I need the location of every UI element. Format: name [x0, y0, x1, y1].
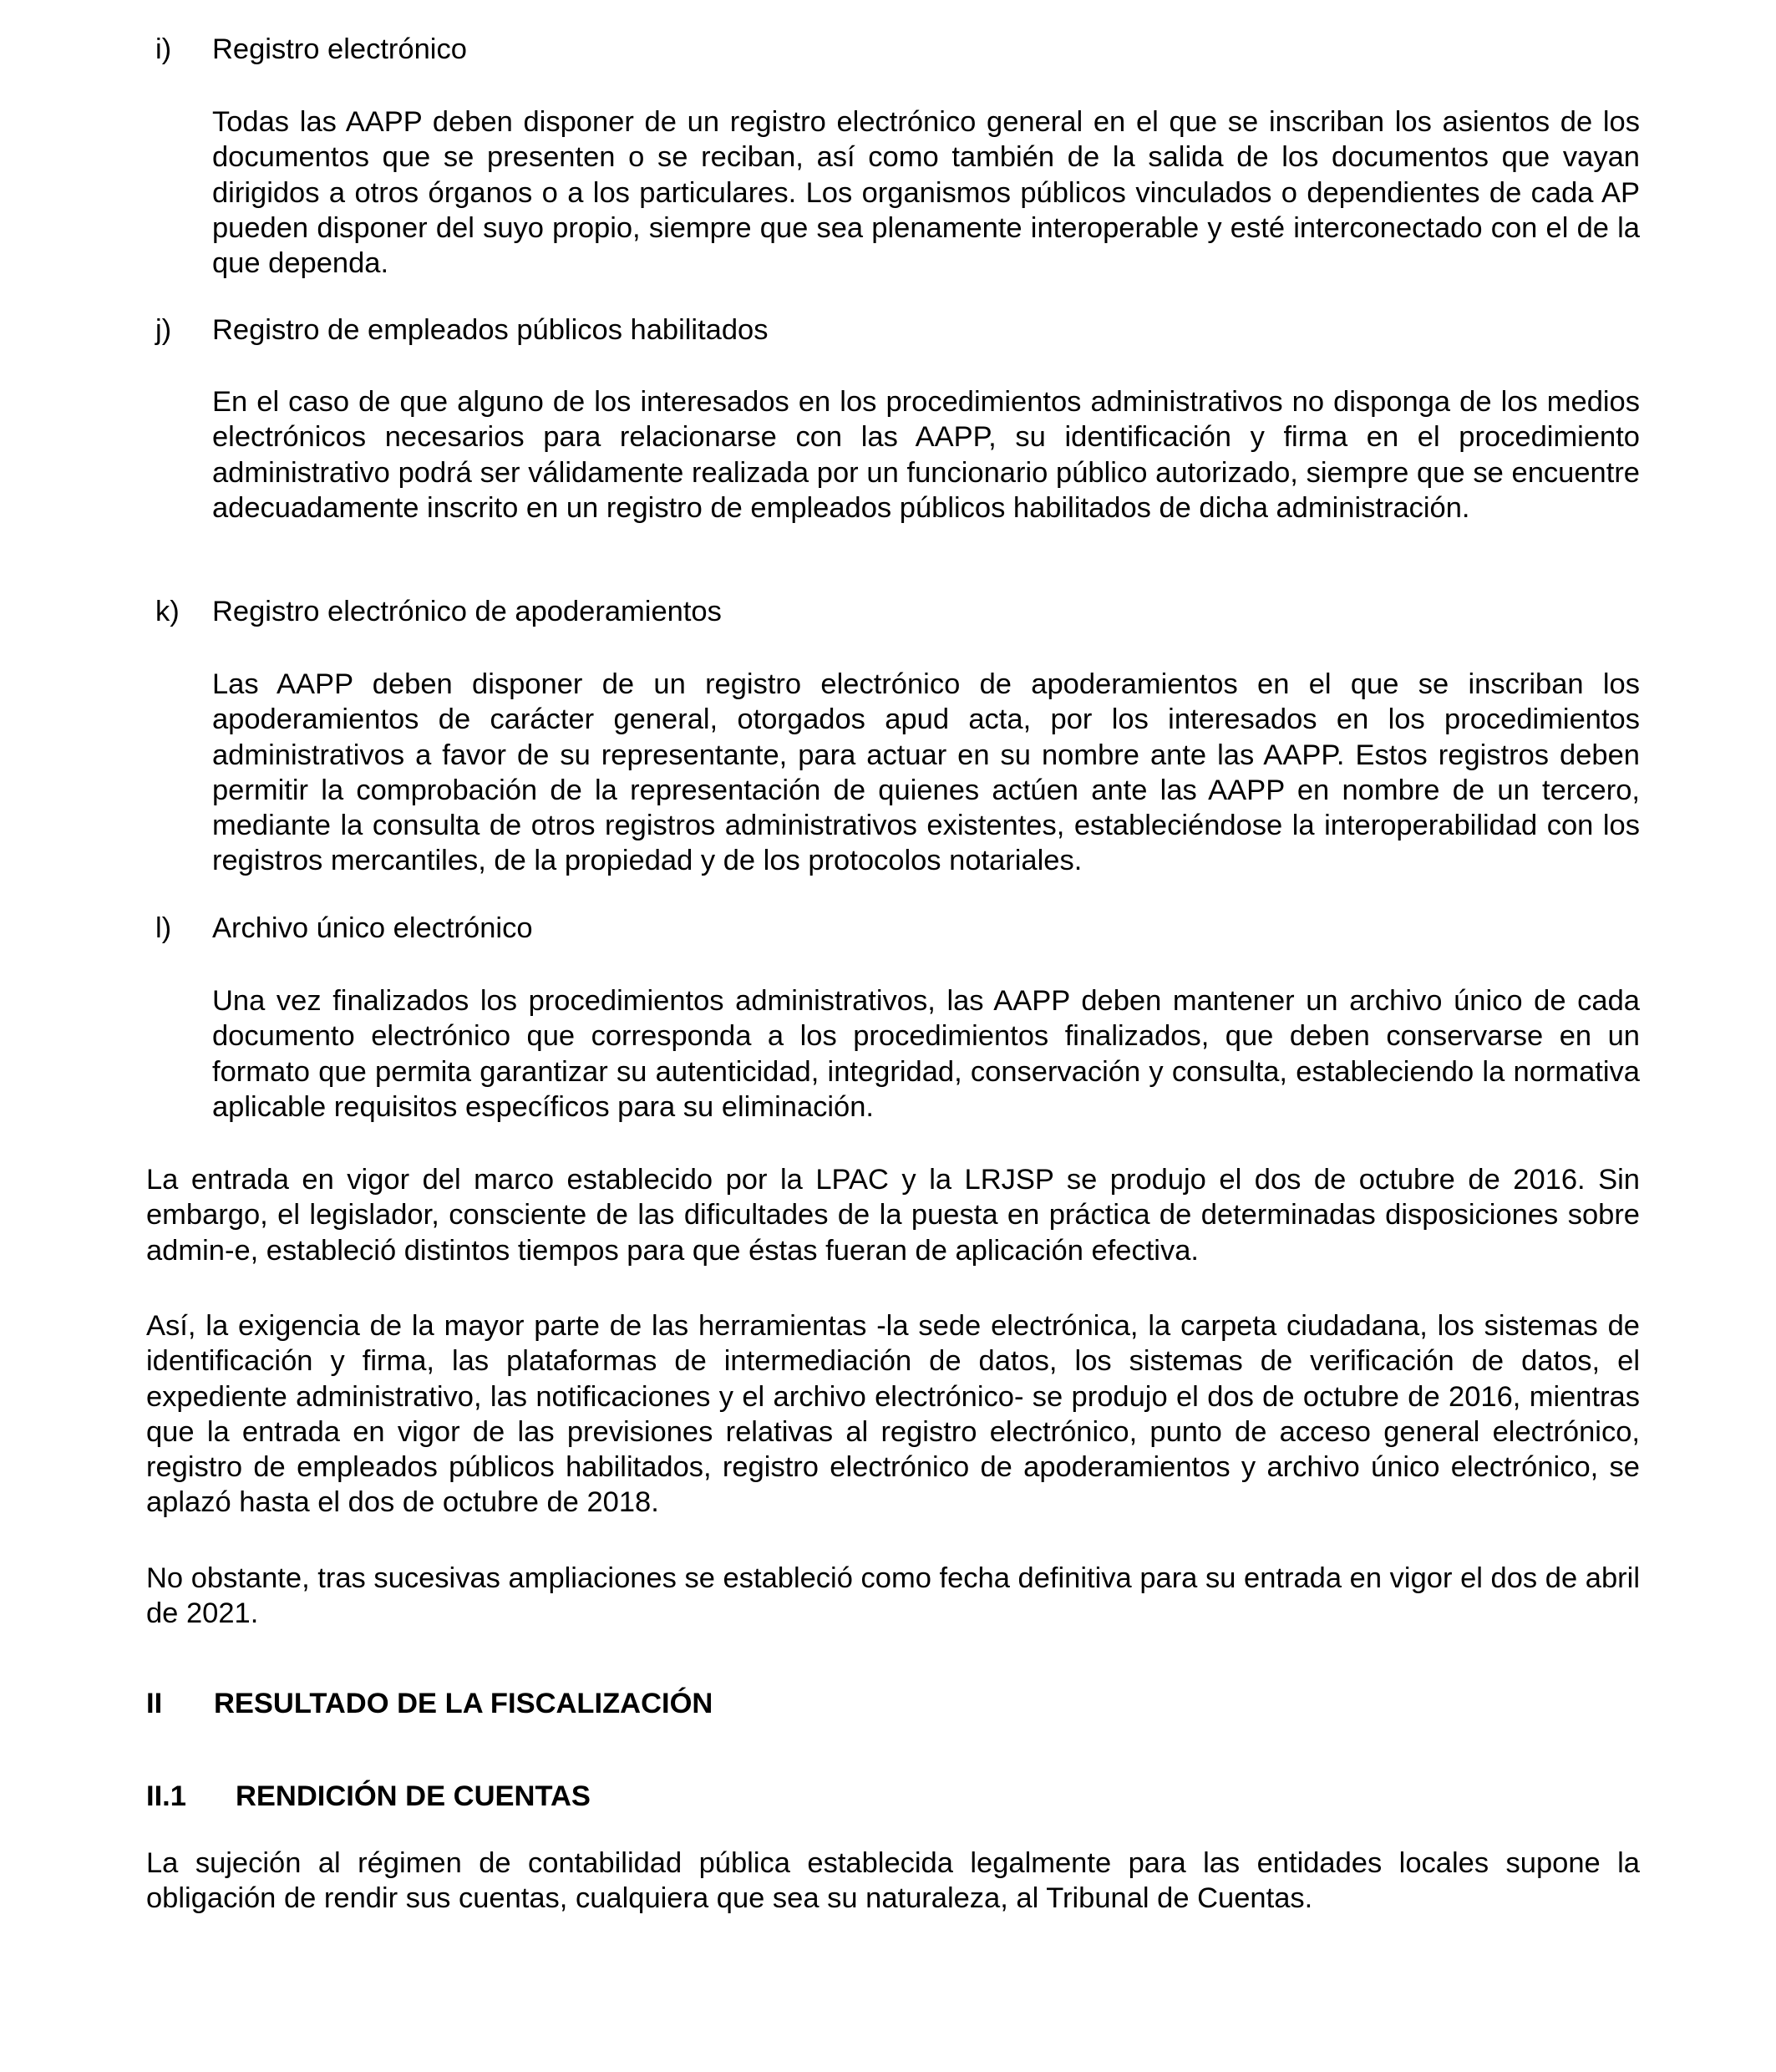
subsection-number: II.1: [146, 1780, 186, 1812]
item-title: Registro electrónico de apoderamientos: [212, 596, 722, 627]
item-body: Todas las AAPP deben disponer de un registro electrónico general en el que se inscriban los asientos de los documentos que se presenten o se reciban, así como también de la salida de los documentos que vayan dirigidos a otros órganos o a los particulares. Los organismos públicos vinculados o dependientes de cada AP pueden disponer del suyo propio, siempre que sea plenamente interoperable y esté interconectado con el de la que dependa.: [212, 106, 1640, 280]
subsection-title: RENDICIÓN DE CUENTAS: [236, 1780, 591, 1812]
paragraph: La sujeción al régimen de contabilidad pública establecida legalmente para las entidades locales supone la obligación de rendir sus cuentas, cualquiera que sea su naturaleza, al Tribunal de Cuentas.: [146, 1847, 1640, 1915]
item-marker: k): [155, 596, 180, 627]
paragraph: Así, la exigencia de la mayor parte de las herramientas -la sede electrónica, la carpeta ciudadana, los sistemas de identificación y firma, las plataformas de intermediación de datos, los sistemas de verificación de datos, el expediente administrativo, las notificaciones y el archivo electrónico- se produjo el dos de octubre de 2016, mientras que la entrada en vigor de las previsiones relativas al registro electrónico, punto de acceso general electrónico, registro de empleados públicos habilitados, registro electrónico de apoderamientos y archivo único electrónico, se aplazó hasta el dos de octubre de 2018.: [146, 1310, 1640, 1519]
section-number: II: [146, 1688, 163, 1719]
item-body: Las AAPP deben disponer de un registro electrónico de apoderamientos en el que se inscriban los apoderamientos de carácter general, otorgados apud acta, por los interesados en los procedimientos administrativos a favor de su representante, para actuar en su nombre ante las AAPP. Estos registros deben permitir la comprobación de la representación de quienes actúen ante las AAPP en nombre de un tercero, mediante la consulta de otros registros administrativos existentes, estableciéndose la interoperabilidad con los registros mercantiles, de la propiedad y de los protocolos notariales.: [212, 668, 1640, 877]
paragraph: No obstante, tras sucesivas ampliaciones se estableció como fecha definitiva para su entrada en vigor el dos de abril de 2021.: [146, 1562, 1640, 1630]
item-body: Una vez finalizados los procedimientos administrativos, las AAPP deben mantener un archivo único de cada documento electrónico que corresponda a los procedimientos finalizados, que deben conservarse en un formato que permita garantizar su autenticidad, integridad, conservación y consulta, estableciendo la normativa aplicable requisitos específicos para su eliminación.: [212, 985, 1640, 1123]
item-marker: i): [155, 33, 172, 65]
item-title: Registro de empleados públicos habilitados: [212, 314, 769, 346]
item-title: Registro electrónico: [212, 33, 467, 65]
paragraph: La entrada en vigor del marco establecido por la LPAC y la LRJSP se produjo el dos de octubre de 2016. Sin embargo, el legislador, consciente de las dificultades de la puesta en práctica de determinadas disposiciones sobre admin-e, estableció distintos tiempos para que éstas fueran de aplicación efectiva.: [146, 1164, 1640, 1267]
item-body: En el caso de que alguno de los interesados en los procedimientos administrativos no disponga de los medios electrónicos necesarios para relacionarse con las AAPP, su identificación y firma en el procedimiento administrativo podrá ser válidamente realizada por un funcionario público autorizado, siempre que se encuentre adecuadamente inscrito en un registro de empleados públicos habilitados de dicha administración.: [212, 386, 1640, 524]
item-marker: j): [155, 314, 172, 346]
item-title: Archivo único electrónico: [212, 912, 533, 944]
item-marker: l): [155, 912, 172, 944]
section-title: RESULTADO DE LA FISCALIZACIÓN: [214, 1688, 713, 1719]
